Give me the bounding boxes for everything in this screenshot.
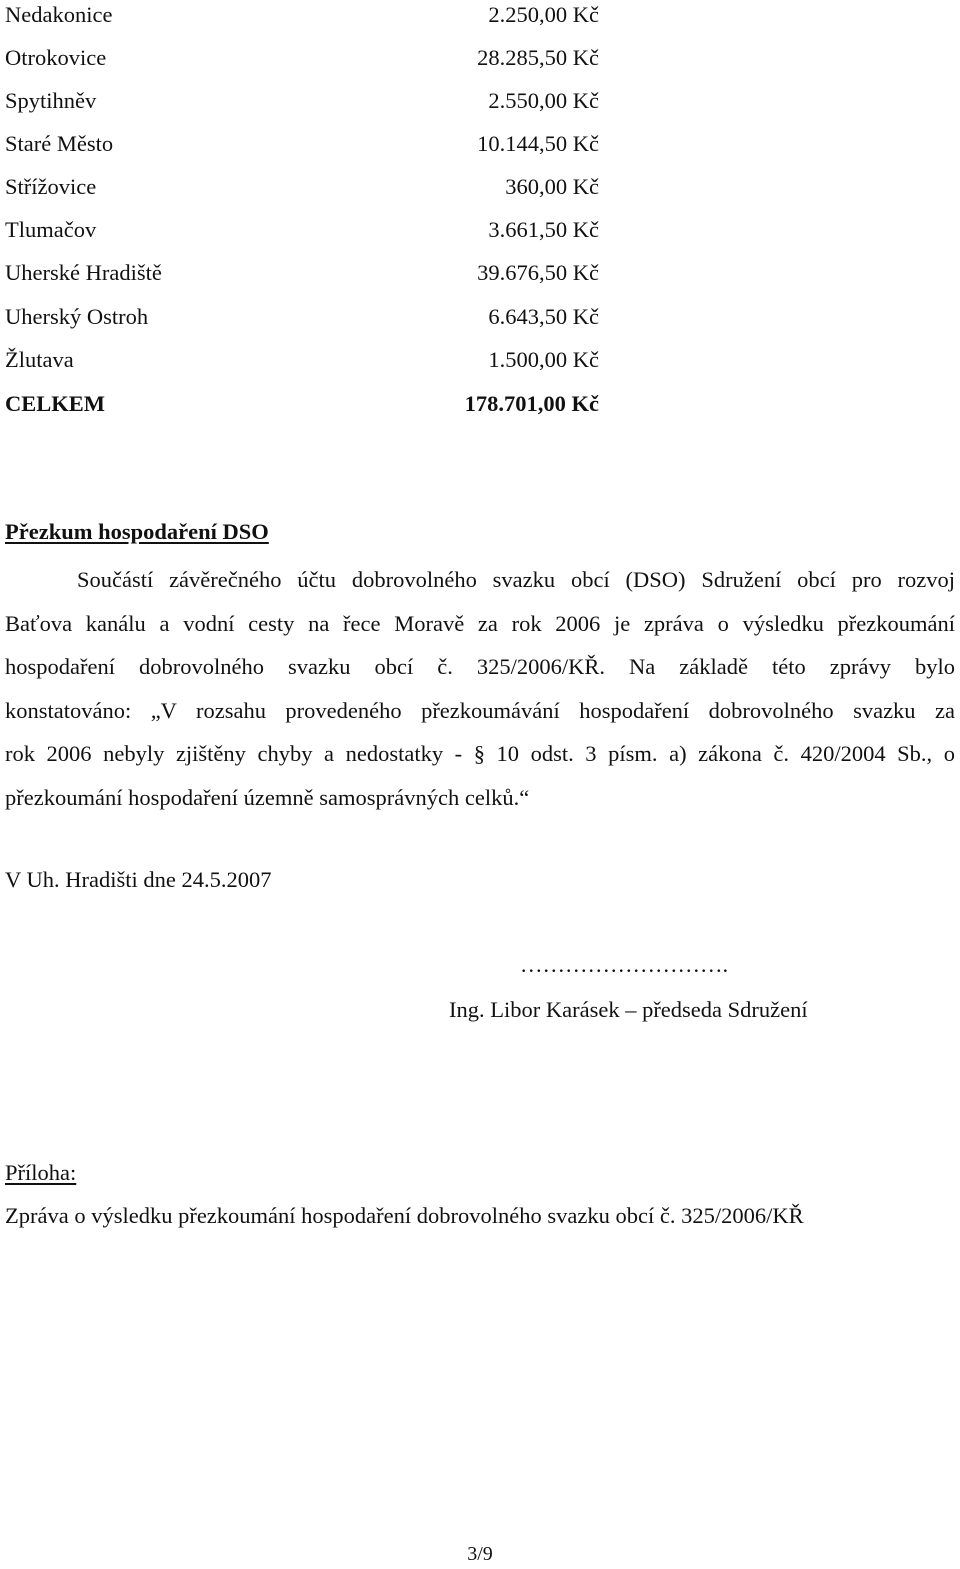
table-row [5,215,605,245]
signature-line: ………………………. [520,952,729,977]
municipality-name: Spytihněv [5,88,97,113]
attachment-label: Příloha: [5,1160,77,1185]
municipality-name: Uherské Hradiště [5,260,162,285]
municipality-amount: 39.676,50 Kč [477,260,599,285]
table-row [5,345,605,375]
section-title: Přezkum hospodaření DSO [5,519,269,544]
table-row [5,0,605,30]
table-row [5,172,605,202]
paragraph-line: rok 2006 nebyly zjištěny chyby a nedostatky - § 10 odst. 3 písm. a) zákona č. 420/2004 Sb., o [5,741,955,766]
municipality-name: Tlumačov [5,217,97,242]
municipality-name: Otrokovice [5,45,107,70]
paragraph-line: přezkoumání hospodaření územně samosprávných celků.“ [5,784,530,810]
municipality-name: Střížovice [5,174,97,199]
paragraph-line: hospodaření dobrovolného svazku obcí č. 325/2006/KŘ. Na základě této zprávy bylo [5,654,955,679]
municipality-amount: 6.643,50 Kč [488,304,599,329]
total-amount: 178.701,00 Kč [464,391,599,416]
municipality-amount: 360,00 Kč [505,174,599,199]
paragraph-line: konstatováno: „V rozsahu provedeného přezkoumávání hospodaření dobrovolného svazku za [5,697,955,723]
table-row [5,258,605,288]
review-paragraph [5,558,955,819]
municipality-amount: 10.144,50 Kč [477,131,599,156]
municipality-name: Uherský Ostroh [5,304,149,329]
table-row [5,86,605,116]
municipality-amount: 2.250,00 Kč [488,2,599,27]
municipality-amount: 28.285,50 Kč [477,45,599,70]
signer-name: Ing. Libor Karásek – předseda Sdružení [449,997,808,1022]
municipality-amount: 3.661,50 Kč [488,217,599,242]
paragraph-line: Součástí závěrečného účtu dobrovolného svazku obcí (DSO) Sdružení obcí pro rozvoj [77,567,955,592]
table-row [5,43,605,73]
place-date: V Uh. Hradišti dne 24.5.2007 [5,867,272,892]
municipality-amount: 2.550,00 Kč [488,88,599,113]
municipality-name: Staré Město [5,131,114,156]
municipality-amount: 1.500,00 Kč [488,347,599,372]
municipality-name: Nedakonice [5,2,113,27]
total-label: CELKEM [5,391,106,416]
municipality-name: Žlutava [5,347,74,372]
table-row [5,129,605,159]
total-row [5,389,605,419]
table-row [5,302,605,332]
paragraph-line: Baťova kanálu a vodní cesty na řece Moravě za rok 2006 je zpráva o výsledku přezkoumání [5,610,955,636]
page-number: 3/9 [467,1543,493,1565]
attachment-text: Zpráva o výsledku přezkoumání hospodaření dobrovolného svazku obcí č. 325/2006/KŘ [5,1203,804,1228]
